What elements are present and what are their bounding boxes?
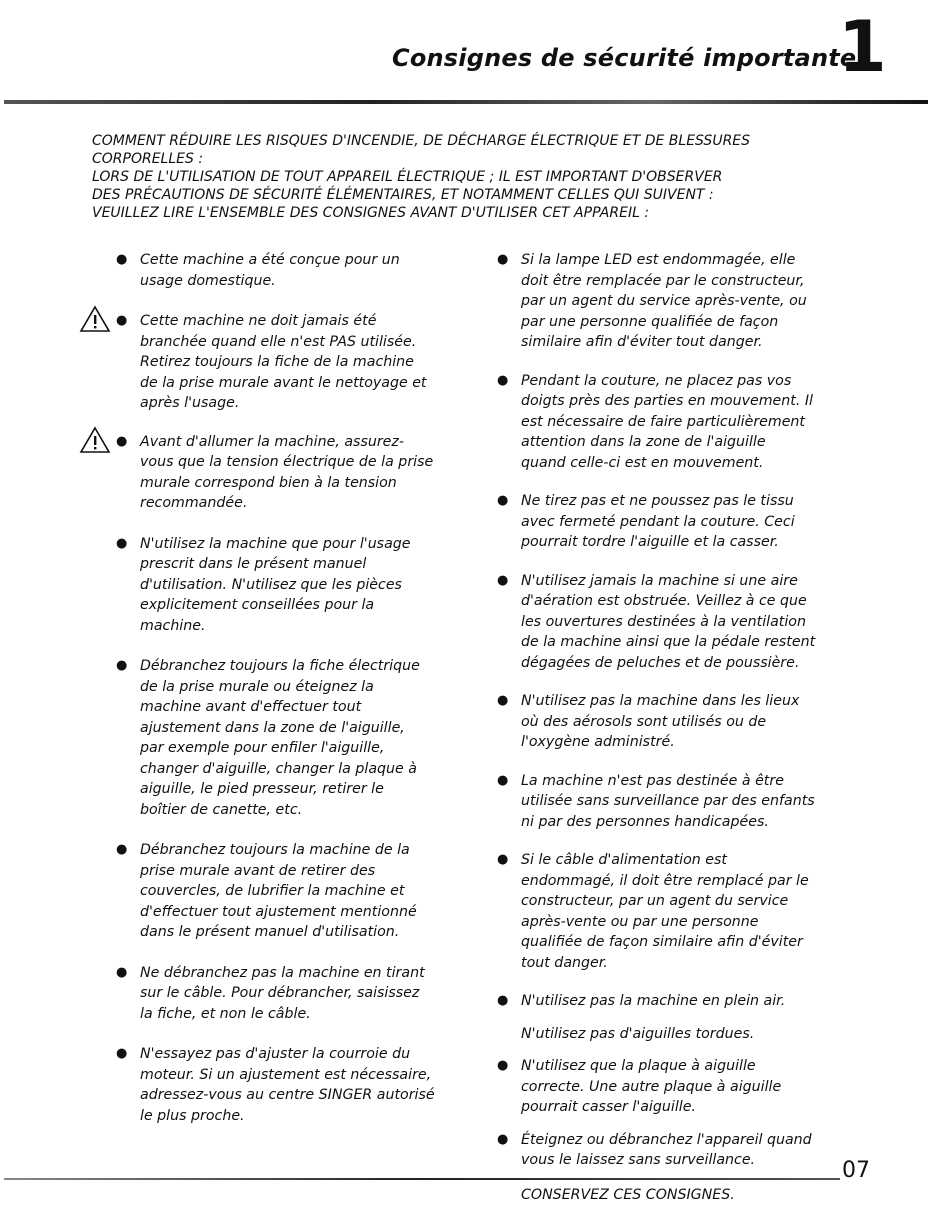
safety-text: Si le câble d'alimentation est endommagé, il doit être remplacé par le constructeur, par un agent du service après-vente ou par une personne qualifiée de façon similaire afin d'éviter tout danger. <box>521 852 809 971</box>
safety-item <box>497 850 877 973</box>
bullet-icon: ● <box>497 693 509 708</box>
intro-line: COMMENT RÉDUIRE LES RISQUES D'INCENDIE, DE DÉCHARGE ÉLECTRIQUE ET DE BLESSURES <box>92 133 751 149</box>
safety-item <box>497 491 877 553</box>
bullet-icon: ● <box>497 1131 509 1147</box>
safety-text: N'utilisez que la plaque à aiguille correcte. Une autre plaque à aiguille pourrait casser l'aiguille. <box>521 1058 782 1115</box>
safety-item <box>116 963 486 1025</box>
safety-item <box>497 371 877 474</box>
safety-item <box>116 534 486 637</box>
top-divider <box>4 100 928 104</box>
safety-item <box>116 1044 486 1126</box>
bullet-icon: ● <box>497 372 509 388</box>
closing-note: CONSERVEZ CES CONSIGNES. <box>521 1186 735 1203</box>
chapter-number: 1 <box>838 6 887 88</box>
bullet-icon: ● <box>497 772 509 788</box>
bullet-icon: ● <box>116 964 128 980</box>
safety-text: N'utilisez pas la machine dans les lieux où des aérosols sont utilisés ou de l'oxygène administré. <box>521 693 800 750</box>
intro-line: LORS DE L'UTILISATION DE TOUT APPAREIL ÉLECTRIQUE ; IL EST IMPORTANT D'OBSERVER <box>92 169 723 185</box>
bullet-icon: ● <box>497 493 509 508</box>
safety-item <box>497 1130 877 1171</box>
bottom-divider <box>4 1178 840 1180</box>
safety-text: Éteignez ou débranchez l'appareil quand vous le laissez sans surveillance. <box>521 1131 812 1168</box>
bullet-icon: ● <box>116 313 128 328</box>
bullet-icon: ● <box>116 252 128 267</box>
safety-text: N'utilisez jamais la machine si une aire d'aération est obstruée. Veillez à ce que les ouvertures destinées à la ventilation de la machine ainsi que la pédale restent dégagées de peluches et de poussière. <box>521 572 816 671</box>
safety-text: N'essayez pas d'ajuster la courroie du moteur. Si un ajustement est nécessaire, adressez-vous au centre SINGER autorisé le plus proche. <box>140 1046 435 1124</box>
warning-triangle-icon <box>79 426 111 454</box>
intro-block <box>92 132 882 222</box>
safety-item <box>497 250 877 353</box>
safety-text: Avant d'allumer la machine, assurez- vous que la tension électrique de la prise murale correspond bien à la tension recommandée. <box>140 433 434 511</box>
safety-item <box>116 311 486 414</box>
safety-item <box>497 1056 877 1118</box>
bullet-icon: ● <box>497 852 509 867</box>
bullet-icon: ● <box>116 842 128 857</box>
intro-line: VEUILLEZ LIRE L'ENSEMBLE DES CONSIGNES AVANT D'UTILISER CET APPAREIL : <box>92 205 650 221</box>
bullet-icon: ● <box>116 535 128 551</box>
safety-text: Si la lampe LED est endommagée, elle doit être remplacée par le constructeur, par un agent du service après-vente, ou par une personne qualifiée de façon similaire afin d'éviter tout danger. <box>521 252 807 350</box>
safety-text: Ne tirez pas et ne poussez pas le tissu avec fermeté pendant la couture. Ceci pourrait tordre l'aiguille et la casser. <box>521 493 795 550</box>
safety-text: La machine n'est pas destinée à être utilisée sans surveillance par des enfants ni par des personnes handicapées. <box>521 772 815 830</box>
safety-text-plain: N'utilisez pas d'aiguilles tordues. <box>521 1025 755 1042</box>
safety-item <box>116 840 486 943</box>
page-number: 07 <box>842 1158 870 1183</box>
safety-item <box>497 771 877 833</box>
bullet-icon: ● <box>116 433 128 449</box>
safety-text: Pendant la couture, ne placez pas vos doigts près des parties en mouvement. Il est nécessaire de faire particulièrement attention dans la zone de l'aiguille quand celle-ci est en mouvement. <box>521 372 813 471</box>
intro-line: DES PRÉCAUTIONS DE SÉCURITÉ ÉLÉMENTAIRES, ET NOTAMMENT CELLES QUI SUIVENT : <box>92 187 714 203</box>
safety-text: Cette machine a été conçue pour un usage domestique. <box>140 252 400 289</box>
bullet-icon: ● <box>116 658 128 673</box>
bullet-icon: ● <box>497 1058 509 1073</box>
page-title: Consignes de sécurité importantes <box>392 44 871 72</box>
safety-item <box>116 656 486 820</box>
safety-item <box>497 991 877 1012</box>
bullet-icon: ● <box>497 252 509 267</box>
warning-triangle-icon <box>79 305 111 333</box>
bullet-icon: ● <box>497 572 509 588</box>
safety-item <box>497 571 877 674</box>
safety-item <box>116 432 486 514</box>
left-column <box>116 250 486 1126</box>
intro-line: CORPORELLES : <box>92 151 204 167</box>
safety-text: Débranchez toujours la fiche électrique de la prise murale ou éteignez la machine avant d'effectuer tout ajustement dans la zone de l'aiguille, par exemple pour enfiler l'aiguille, changer d'aiguille, changer la plaque à aiguille, le pied presseur, retirer le boîtier de canette, etc. <box>140 658 420 818</box>
safety-text: Cette machine ne doit jamais été branchée quand elle n'est PAS utilisée. Retirez toujours la fiche de la machine de la prise murale avant le nettoyage et après l'usage. <box>140 313 427 411</box>
safety-item <box>116 250 486 291</box>
safety-text: Débranchez toujours la machine de la prise murale avant de retirer des couvercles, de lubrifier la machine et d'effectuer tout ajustement mentionné dans le présent manuel d'utilisation. <box>140 842 417 940</box>
safety-text: N'utilisez pas la machine en plein air. <box>521 993 786 1009</box>
bullet-icon: ● <box>497 993 509 1008</box>
right-column <box>497 250 877 1205</box>
safety-text: Ne débranchez pas la machine en tirant sur le câble. Pour débrancher, saisissez la fiche, et non le câble. <box>140 964 425 1022</box>
safety-item <box>497 691 877 753</box>
safety-text: N'utilisez la machine que pour l'usage prescrit dans le présent manuel d'utilisation. N'utilisez que les pièces explicitement conseillées pour la machine. <box>140 535 411 634</box>
bullet-icon: ● <box>116 1046 128 1061</box>
